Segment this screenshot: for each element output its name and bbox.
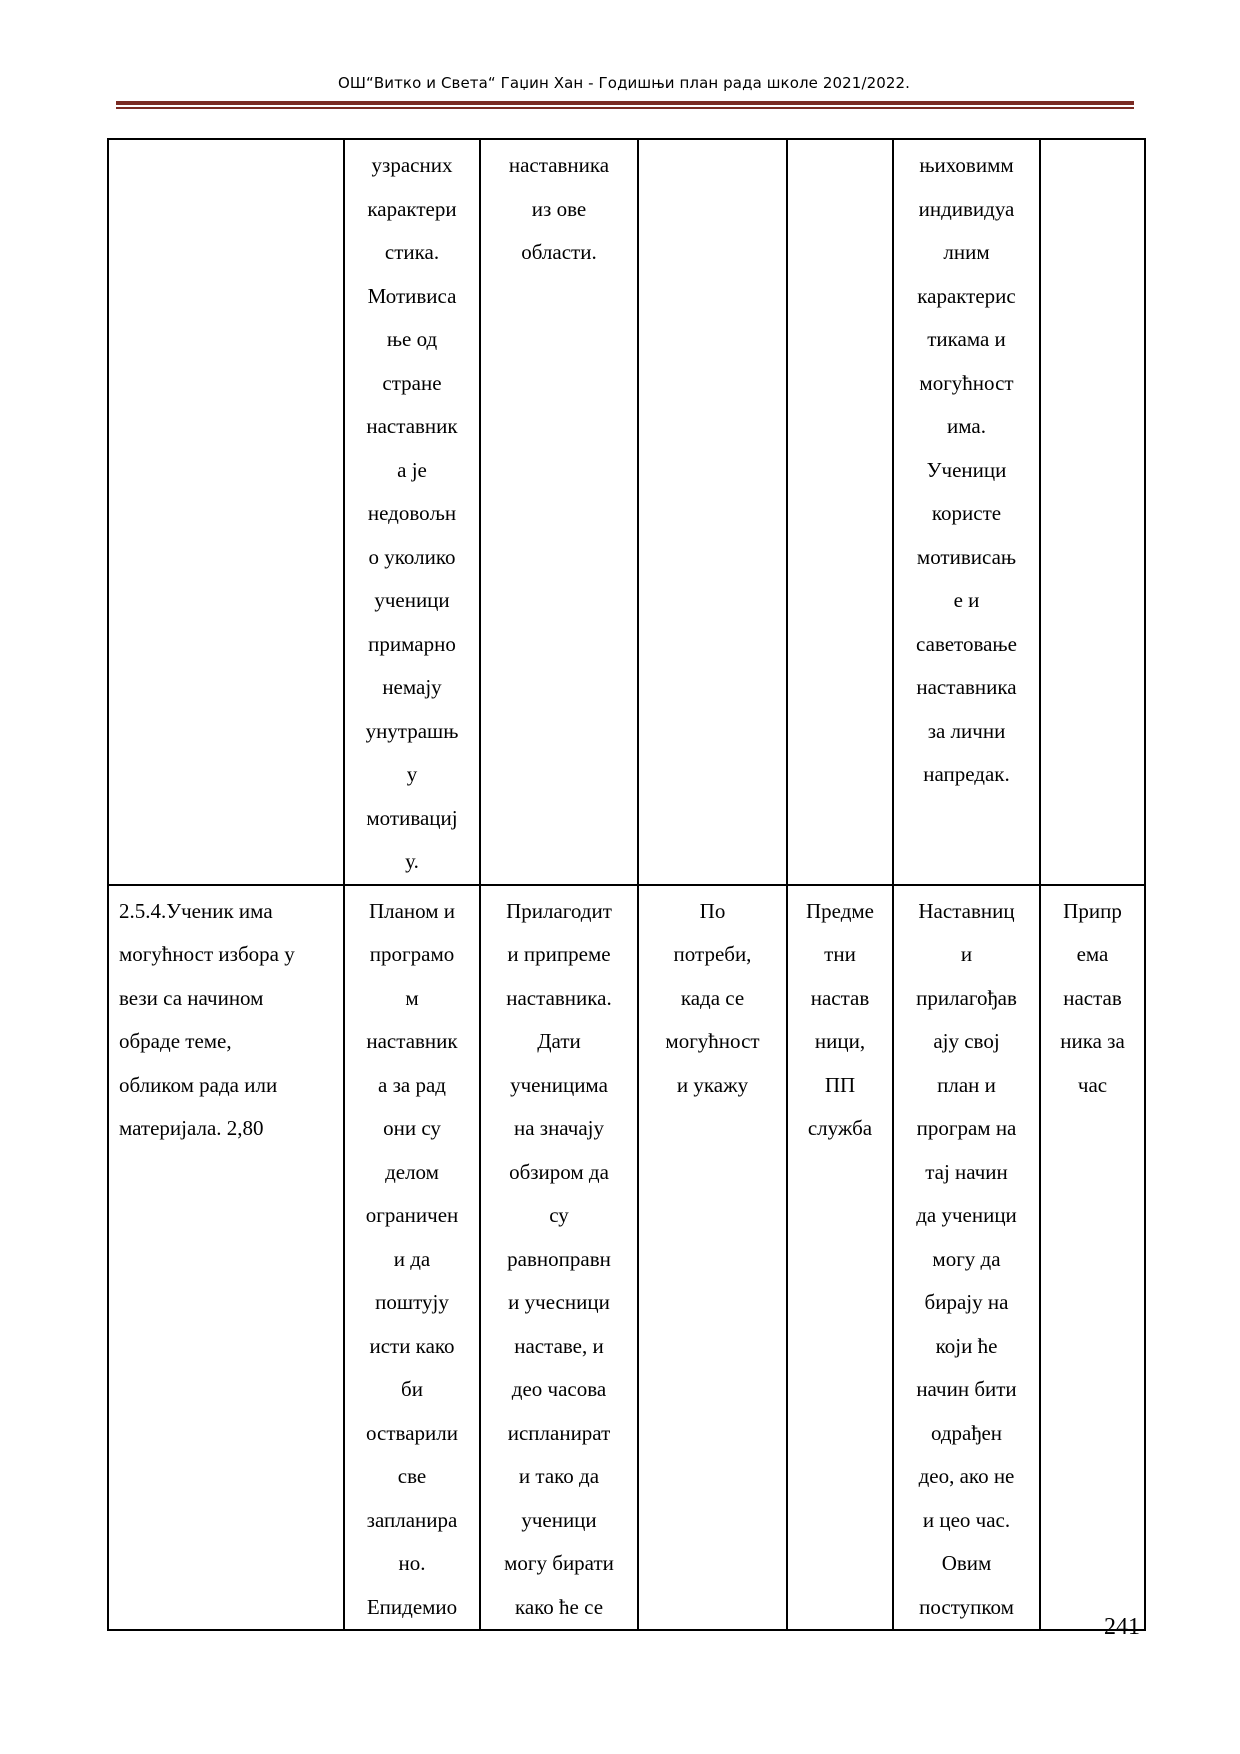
- cell-text-line: м: [405, 985, 419, 1010]
- cell-text-line: запланира: [366, 1507, 458, 1532]
- cell-text-line: Предме: [805, 898, 874, 923]
- table-cell: [638, 139, 787, 885]
- cell-text-line: и припреме: [507, 942, 611, 966]
- cell-text-line: мотивисањ: [916, 544, 1017, 569]
- cell-text-line: обраде теме,: [119, 1029, 232, 1053]
- cell-text-line: служба: [807, 1116, 873, 1140]
- cell-text-line: би: [401, 1377, 423, 1401]
- cell-text-line: ају свој: [933, 1029, 1000, 1053]
- cell-text-line: има.: [947, 414, 986, 438]
- table-cell: [108, 885, 344, 1631]
- cell-text-line: немају: [382, 675, 442, 699]
- cell-text-line: унутрашњ: [365, 718, 459, 743]
- cell-text-line: равноправн: [507, 1246, 611, 1271]
- cell-text-line: индивидуа: [918, 196, 1015, 221]
- cell-text-line: примарно: [368, 631, 456, 656]
- cell-text-line: могу да: [932, 1246, 1001, 1271]
- table-row: [108, 885, 1145, 1631]
- cell-text-line: и укажу: [676, 1072, 749, 1097]
- cell-text-line: наставника.: [506, 985, 612, 1010]
- cell-text-line: ПП: [824, 1072, 856, 1097]
- cell-text-line: наставник: [366, 414, 458, 438]
- cell-text-line: програм на: [916, 1116, 1017, 1140]
- cell-text-line: ње од: [386, 327, 438, 351]
- header-rule-thin: [116, 107, 1134, 109]
- cell-text-line: како ће се: [514, 1594, 604, 1619]
- cell-text-line: су: [549, 1203, 569, 1227]
- cell-text-line: у: [406, 762, 418, 786]
- cell-text-line: тај начин: [925, 1159, 1008, 1184]
- table-cell: [787, 885, 893, 1631]
- cell-text-line: поступком: [919, 1594, 1014, 1619]
- cell-text-line: Припр: [1063, 898, 1122, 923]
- cell-text-line: могућност: [665, 1029, 760, 1053]
- cell-text-line: делом: [385, 1159, 439, 1184]
- table-cell: [638, 885, 787, 1631]
- cell-text-line: саветовање: [916, 631, 1017, 656]
- cell-text-line: исти како: [369, 1333, 455, 1358]
- cell-text-line: а за рад: [378, 1072, 446, 1097]
- cell-text-line: час: [1077, 1072, 1108, 1097]
- table-cell: [893, 885, 1040, 1631]
- page-number: 241: [1104, 1614, 1140, 1640]
- cell-text-line: ученици: [521, 1507, 597, 1532]
- cell-text-line: могу бирати: [504, 1551, 614, 1575]
- cell-text-line: за лични: [927, 718, 1006, 743]
- cell-text-line: прилагођав: [916, 985, 1017, 1010]
- cell-text-line: они су: [383, 1116, 441, 1140]
- cell-text-line: По: [699, 898, 726, 923]
- cell-text-line: тни: [824, 942, 856, 966]
- cell-text-line: све: [397, 1464, 427, 1488]
- cell-text-line: напредак.: [923, 762, 1010, 786]
- table-cell: [480, 885, 638, 1631]
- table-cell: [787, 139, 893, 885]
- table-cell: [480, 139, 638, 885]
- cell-text-line: програмо: [369, 942, 455, 966]
- cell-text-line: план и: [937, 1072, 996, 1097]
- cell-text-line: наставник: [366, 1029, 458, 1053]
- cell-text-line: области.: [521, 240, 597, 264]
- cell-text-line: на значају: [513, 1116, 605, 1140]
- cell-text-line: Прилагодит: [506, 898, 612, 923]
- cell-text-line: ученицима: [510, 1072, 608, 1097]
- plan-table: [107, 138, 1146, 1631]
- cell-text-line: део часова: [511, 1377, 607, 1401]
- cell-text-line: обзиром да: [509, 1159, 609, 1184]
- cell-text-line: у.: [405, 849, 419, 873]
- cell-text-line: потреби,: [673, 942, 752, 966]
- cell-text-line: испланират: [507, 1420, 611, 1445]
- cell-text-line: Наставниц: [918, 898, 1015, 923]
- cell-text-line: да ученици: [916, 1203, 1017, 1227]
- cell-text-line: вези са начином: [119, 985, 264, 1010]
- table-cell: [1040, 885, 1145, 1631]
- cell-text-line: Овим: [941, 1551, 992, 1575]
- cell-text-line: е и: [953, 588, 980, 612]
- cell-text-line: ема: [1076, 942, 1109, 966]
- cell-text-line: настав: [810, 985, 870, 1010]
- cell-text-line: могућност: [919, 370, 1014, 395]
- cell-text-line: о уколико: [368, 544, 456, 569]
- cell-text-line: тикама и: [927, 327, 1006, 351]
- cell-text-line: Мотивиса: [367, 283, 457, 308]
- table-row: [108, 139, 1145, 885]
- cell-text-line: материјала. 2,80: [119, 1116, 264, 1140]
- cell-text-line: користе: [931, 501, 1002, 525]
- cell-text-line: када се: [680, 985, 745, 1010]
- cell-text-line: Планом и: [368, 898, 456, 923]
- cell-text-line: одрађен: [930, 1420, 1003, 1445]
- cell-text-line: бирају на: [924, 1290, 1009, 1314]
- cell-text-line: Дати: [537, 1029, 581, 1053]
- cell-text-line: а је: [397, 457, 427, 482]
- cell-text-line: узрасних: [371, 153, 453, 177]
- cell-text-line: стика.: [384, 240, 440, 264]
- cell-text-line: недовољн: [367, 501, 457, 525]
- cell-text-line: 2.5.4.Ученик има: [119, 898, 273, 923]
- cell-text-line: Епидемио: [366, 1594, 458, 1619]
- table-cell: [893, 139, 1040, 885]
- cell-text-line: могућност избора у: [119, 942, 295, 966]
- cell-text-line: и да: [393, 1246, 431, 1271]
- cell-text-line: и цео час.: [922, 1507, 1011, 1532]
- cell-text-line: лним: [943, 240, 990, 264]
- cell-text-line: наставника: [916, 675, 1017, 699]
- cell-text-line: Ученици: [926, 457, 1007, 482]
- cell-text-line: део, ако не: [918, 1464, 1015, 1488]
- table-cell: [344, 139, 480, 885]
- cell-text-line: карактери: [367, 196, 457, 221]
- cell-text-line: обликом рада или: [119, 1072, 278, 1097]
- document-header: ОШ“Витко и Света“ Гаџин Хан - Годишњи план рада школе 2021/2022.: [337, 74, 911, 92]
- cell-text-line: из ове: [531, 196, 587, 221]
- cell-text-line: остварили: [366, 1420, 458, 1445]
- cell-text-line: ограничен: [365, 1203, 459, 1227]
- cell-text-line: који ће: [935, 1333, 998, 1358]
- cell-text-line: настав: [1063, 985, 1122, 1010]
- cell-text-line: карактерис: [917, 283, 1016, 308]
- table-cell: [108, 139, 344, 885]
- cell-text-line: стране: [382, 370, 442, 395]
- cell-text-line: наставе, и: [514, 1333, 604, 1358]
- cell-text-line: наставника: [508, 153, 610, 177]
- cell-text-line: и тако да: [518, 1464, 600, 1488]
- cell-text-line: поштују: [375, 1290, 449, 1314]
- cell-text-line: начин бити: [916, 1377, 1017, 1401]
- cell-text-line: но.: [398, 1551, 426, 1575]
- cell-text-line: и: [960, 942, 973, 966]
- cell-text-line: и учесници: [508, 1290, 610, 1314]
- cell-text-line: ници,: [814, 1029, 866, 1053]
- cell-text-line: ученици: [374, 588, 450, 612]
- table-cell: [1040, 139, 1145, 885]
- cell-text-line: мотивациј: [366, 805, 458, 830]
- header-rule-thick: [116, 101, 1134, 105]
- table-cell: [344, 885, 480, 1631]
- cell-text-line: њиховимм: [919, 153, 1014, 177]
- cell-text-line: ника за: [1060, 1029, 1125, 1053]
